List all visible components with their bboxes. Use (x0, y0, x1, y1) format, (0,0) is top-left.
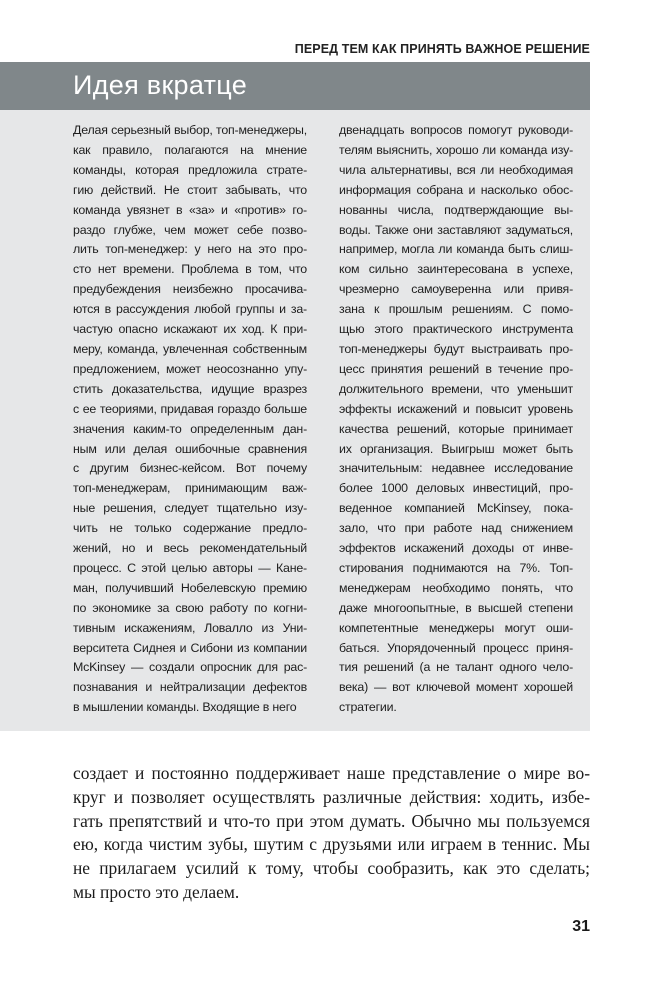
sidebar-left-line: как правило, полагаются на мнение (73, 142, 307, 157)
sidebar-right-line: даже многоопытные, в высшей степени (339, 600, 573, 615)
sidebar-right-line: более 1000 деловых инвестиций, про- (339, 481, 573, 496)
sidebar-right-line: чрезмерно самоуверенна или привя- (339, 282, 573, 297)
body-line: ею, когда чистим зубы, шутим с друзьями или играем в теннис. Мы (73, 834, 590, 855)
sidebar-left-line: лить топ-менеджер: у него на это про- (73, 242, 307, 257)
sidebar-left-line: гию действий. Не стоит забывать, что (73, 182, 307, 197)
sidebar-right-line: зана к прошлым решениям. С помо- (339, 302, 573, 317)
sidebar-right-line: цесс принятия решений в течение про- (339, 361, 573, 376)
sidebar-title-bar (0, 62, 590, 110)
sidebar-right-line: например, могла ли команда быть слиш- (339, 242, 573, 257)
sidebar-right-line: их организация. Выигрыш может быть (339, 441, 573, 456)
sidebar-left-line: команды, которая предложила страте- (73, 162, 307, 177)
page-number: 31 (572, 918, 590, 935)
sidebar-right-line: телям выяснить, хорошо ли команда изу- (339, 142, 573, 157)
sidebar-left-line: частую опасно искажают их ход. К при- (73, 322, 307, 337)
sidebar-right-line: информация собрана и насколько обос- (339, 182, 573, 197)
sidebar-left-line: раздо глубже, чем может себе позво- (73, 222, 307, 237)
sidebar-left-line: предубеждения неизбежно просачива- (73, 282, 307, 297)
sidebar-left-line: меру, команда, увлеченная собственным (73, 341, 307, 356)
sidebar-right-line: зало, что при работе над снижением (339, 521, 573, 536)
sidebar-right-line: менеджерам необходимо понять, что (339, 580, 573, 595)
sidebar-title: Идея вкратце (73, 70, 248, 100)
sidebar-right-line: качества решений, которые принимает (339, 421, 573, 436)
sidebar-left-line: тивным искажениям, Ловалло из Уни- (73, 620, 307, 635)
sidebar-left-line: значения каким-то определенным дан- (73, 421, 307, 436)
summary-sidebar (0, 62, 590, 731)
sidebar-right-line: двенадцать вопросов помогут руководи- (339, 123, 573, 137)
sidebar-left-line: команда увязнет в «за» и «против» го- (73, 202, 307, 217)
sidebar-right-line: веденное компанией McKinsey, пока- (339, 501, 573, 516)
sidebar-left-line: с другим бизнес-кейсом. Вот почему (73, 461, 307, 476)
running-head: ПЕРЕД ТЕМ КАК ПРИНЯТЬ ВАЖНОЕ РЕШЕНИЕ (294, 42, 590, 56)
main-body-text (73, 762, 590, 905)
sidebar-right-line: значительным: недавнее исследование (339, 461, 573, 476)
sidebar-right-line: века) — вот ключевой момент хорошей (339, 680, 573, 695)
sidebar-left-line: жений, но и весь рекомендательный (73, 541, 307, 556)
sidebar-left-line: ман, получивший Нобелевскую премию (73, 580, 307, 595)
sidebar-left-line: ным или делая ошибочные сравнения (73, 441, 307, 456)
body-line: создает и постоянно поддерживает наше представление о мире во- (73, 763, 590, 783)
sidebar-left-line: стить доказательства, идущие вразрез (73, 381, 307, 396)
sidebar-left-line: ные решения, следует тщательно изу- (73, 501, 307, 516)
sidebar-right-line: эффектов искажений доходы от инве- (339, 541, 573, 556)
sidebar-right-line: нованны числа, подтверждающие вы- (339, 202, 573, 217)
sidebar-left-line: топ-менеджерам, принимающим важ- (73, 481, 307, 496)
body-line: мы просто это делаем. (73, 881, 240, 902)
sidebar-right-line: тия решений (а не талант одного чело- (339, 660, 573, 675)
sidebar-right-line: баться. Упорядоченный процесс приня- (339, 640, 573, 655)
sidebar-left-line: познавания и нейтрализации дефектов (73, 680, 307, 695)
body-line: круг и позволяет осуществлять различные действия: ходить, избе- (73, 786, 590, 807)
sidebar-left-line: предложением, может неосознанно упу- (73, 361, 307, 376)
sidebar-right-column (339, 121, 573, 718)
sidebar-right-line: щью этого практического инструмента (339, 322, 573, 337)
sidebar-right-line: ком сильно заинтересована в успехе, (339, 262, 573, 277)
sidebar-left-line: процесс. С этой целью авторы — Кане- (73, 560, 307, 575)
body-line: не прилагаем усилий к тому, чтобы сообразить, как это сделать; (73, 858, 590, 879)
sidebar-left-line: сто нет времени. Проблема в том, что (73, 262, 307, 277)
sidebar-left-line: чить не только содержание предло- (73, 521, 307, 536)
sidebar-left-column (73, 121, 307, 718)
sidebar-left-line: верситета Сиднея и Сибони из компании (73, 640, 307, 655)
sidebar-left-line: McKinsey — создали опросник для рас- (73, 660, 307, 675)
sidebar-left-line: в мышлении команды. Входящие в него (73, 700, 297, 715)
sidebar-right-line: компетентные менеджеры могут оши- (339, 620, 573, 635)
sidebar-right-line: топ-менеджеры будут выстраивать про- (339, 341, 573, 356)
sidebar-left-line: ются в рассуждения любой группы и за- (73, 302, 307, 317)
sidebar-left-line: с ее теориями, придавая гораздо больше (73, 401, 307, 416)
sidebar-right-line: эффекты искажений и повысит уровень (339, 401, 573, 416)
sidebar-right-line: стратегии. (339, 700, 397, 715)
sidebar-right-line: стирования поднимаются на 7%. Топ- (339, 560, 573, 575)
sidebar-right-line: воды. Также они заставляют задуматься, (339, 222, 573, 237)
sidebar-right-line: должительного времени, что уменьшит (339, 381, 573, 396)
sidebar-left-line: по экономике за свою работу по когни- (73, 600, 307, 615)
sidebar-right-line: чила альтернативы, вся ли необходимая (339, 162, 573, 177)
sidebar-left-line: Делая серьезный выбор, топ-менеджеры, (73, 123, 307, 137)
body-line: гать препятствий и что-то при этом думать. Обычно мы пользуемся (73, 810, 590, 831)
